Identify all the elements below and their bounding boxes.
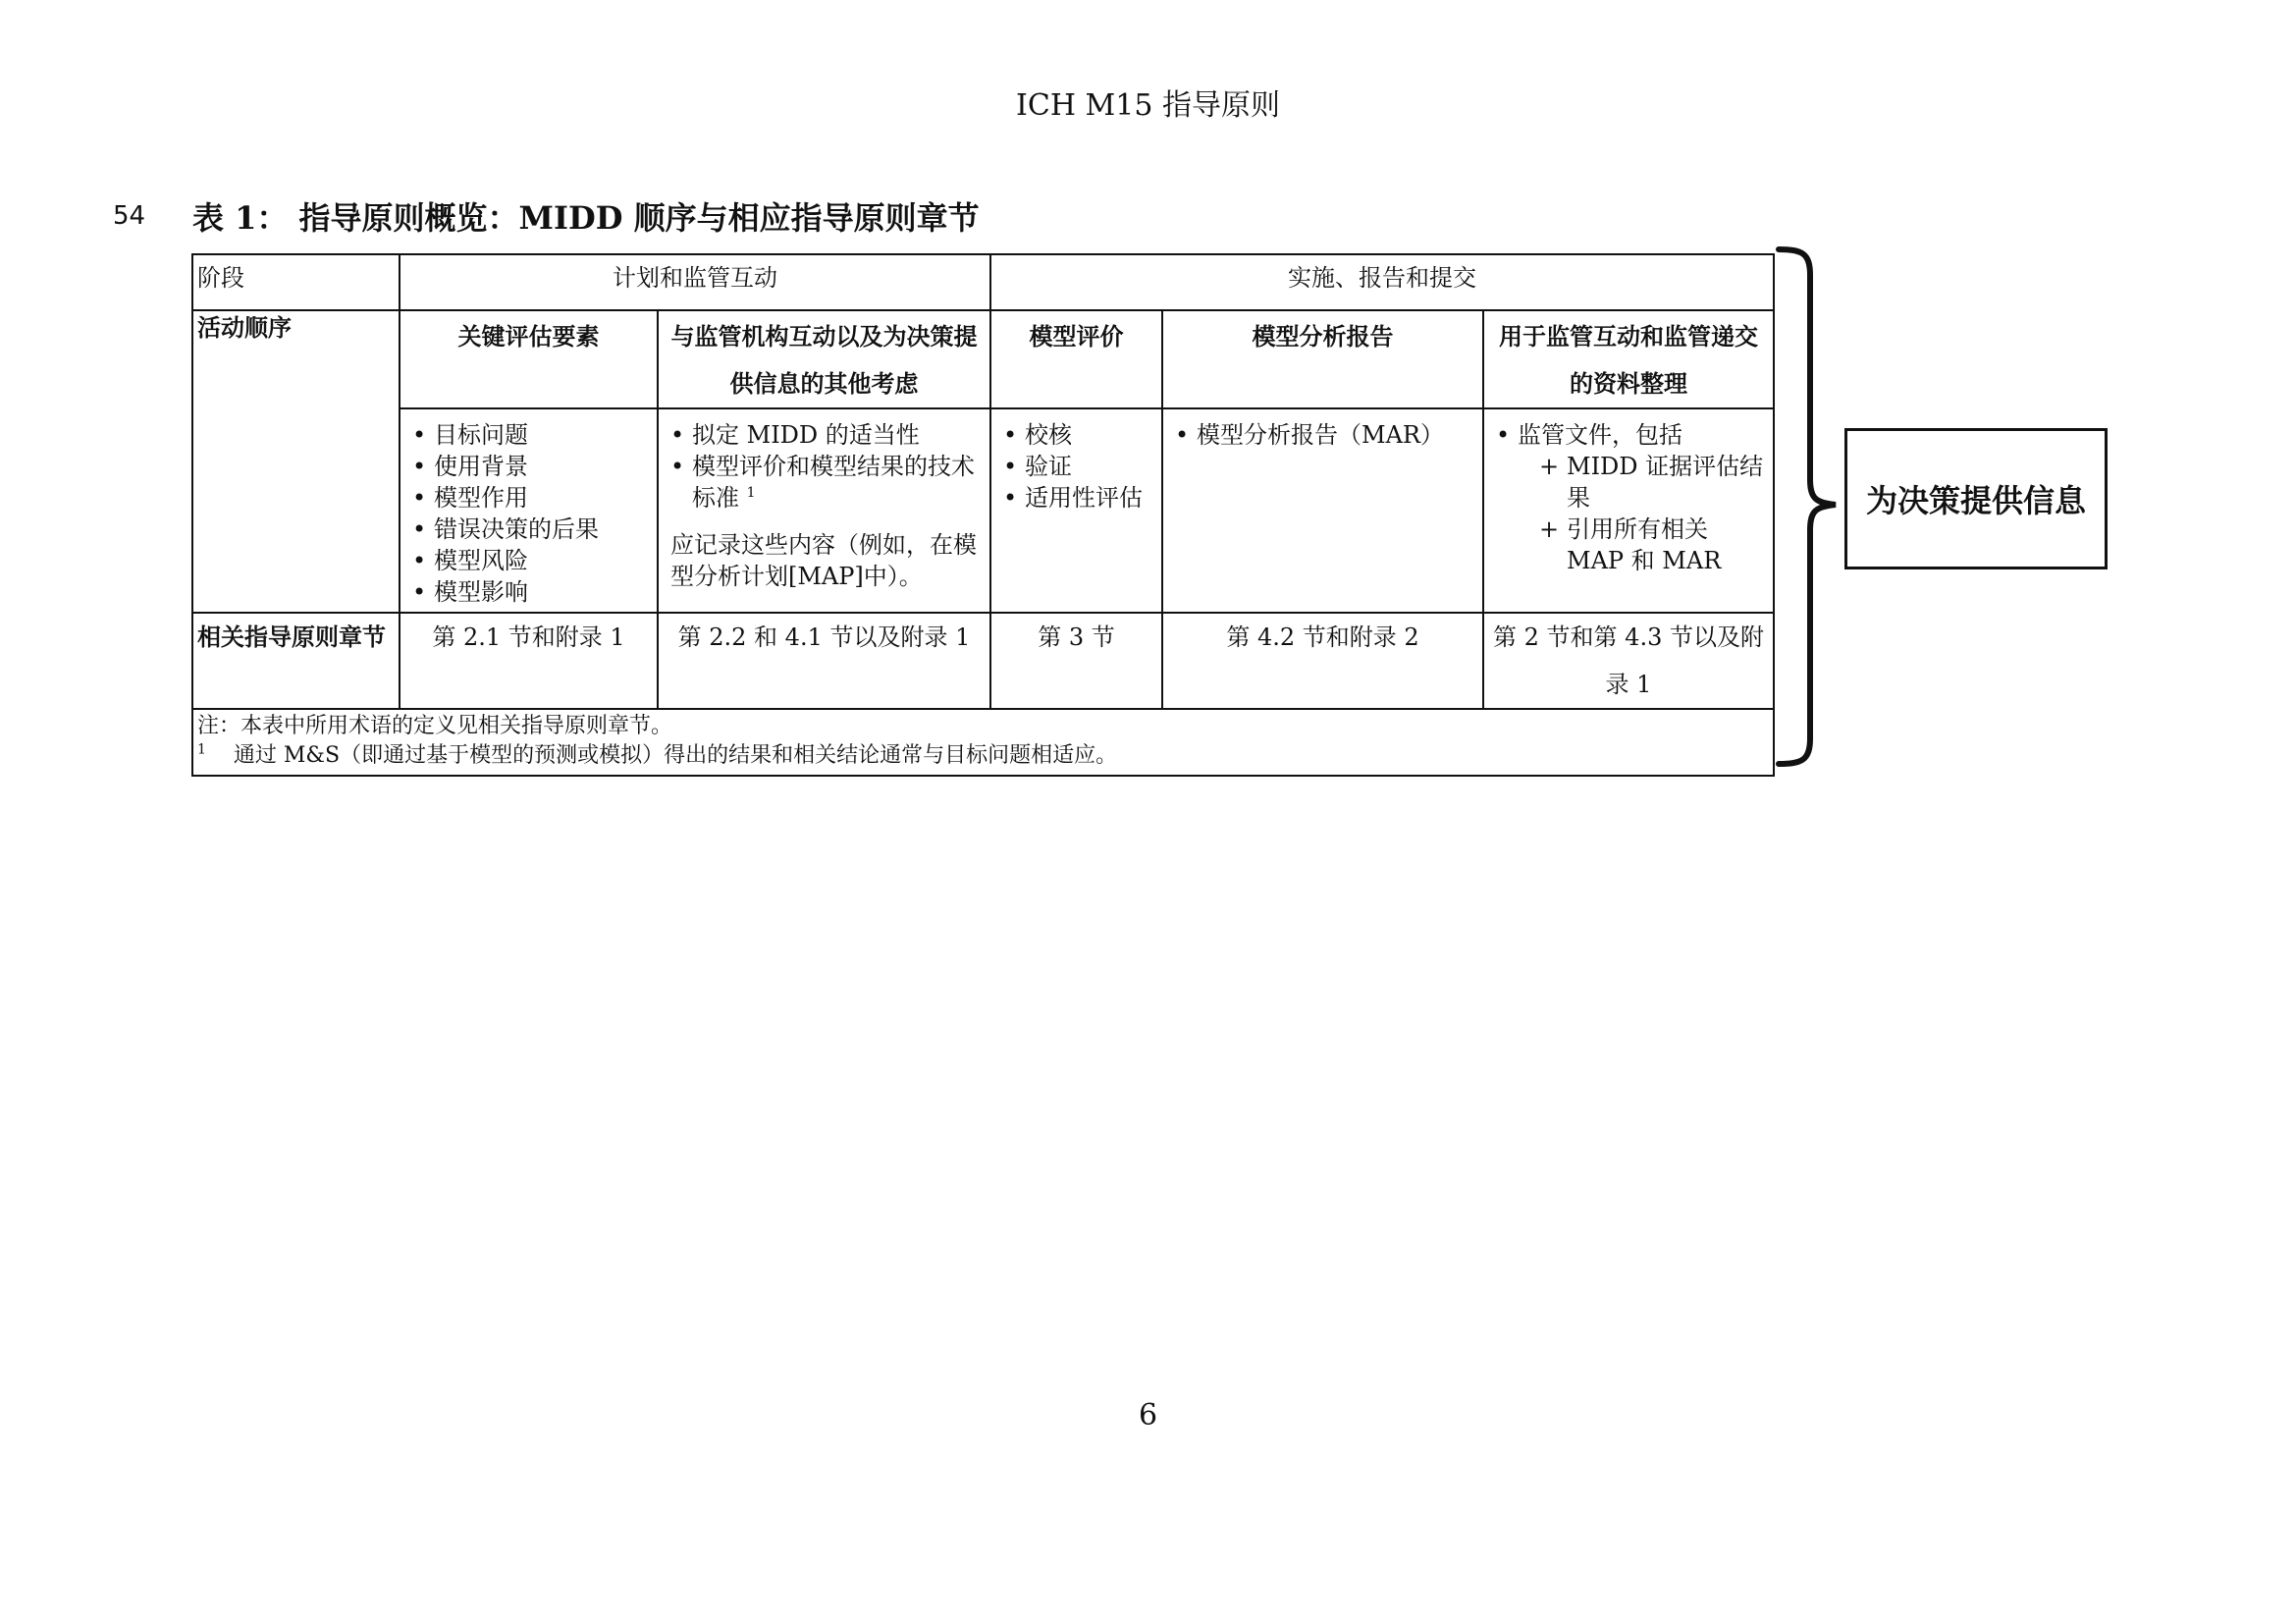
activity-label: 活动顺序 bbox=[192, 310, 400, 613]
right-brace-icon bbox=[1775, 245, 1845, 772]
list-item: • 错误决策的后果 bbox=[412, 514, 653, 545]
list-item bbox=[670, 451, 986, 514]
footnote-mark: 1 bbox=[746, 485, 756, 501]
table-caption: 表 1： 指导原则概览：MIDD 顺序与相应指导原则章节 bbox=[192, 199, 980, 237]
sub-list-item: + 引用所有相关 MAP 和 MAR bbox=[1539, 514, 1769, 576]
list-item: • 拟定 MIDD 的适当性 bbox=[670, 419, 986, 451]
submission-sublist bbox=[1518, 451, 1769, 576]
notes-row bbox=[192, 709, 1774, 776]
items-model-report bbox=[1162, 408, 1483, 613]
footnote-mark: 1 bbox=[197, 741, 206, 758]
activity-row bbox=[192, 310, 1774, 408]
items-row bbox=[192, 408, 1774, 613]
list-item-text: 模型评价和模型结果的技术标准 bbox=[692, 453, 975, 512]
phase-implementation: 实施、报告和提交 bbox=[990, 254, 1774, 310]
sections-interaction: 第 2.2 和 4.1 节以及附录 1 bbox=[658, 613, 990, 709]
overview-table bbox=[191, 253, 1775, 777]
list-item: • 模型影响 bbox=[412, 576, 653, 608]
submission-list bbox=[1488, 419, 1769, 576]
list-item: • 校核 bbox=[1003, 419, 1157, 451]
list-item: • 使用背景 bbox=[412, 451, 653, 482]
list-item: • 模型作用 bbox=[412, 482, 653, 514]
phase-row bbox=[192, 254, 1774, 310]
phase-planning: 计划和监管互动 bbox=[400, 254, 990, 310]
interaction-list bbox=[663, 419, 986, 514]
key-elements-list bbox=[404, 419, 653, 608]
list-item: • 模型分析报告（MAR） bbox=[1175, 419, 1478, 451]
list-item: • 验证 bbox=[1003, 451, 1157, 482]
decision-info-box: 为决策提供信息 bbox=[1844, 428, 2108, 569]
table-footnote bbox=[197, 741, 1769, 771]
report-list bbox=[1167, 419, 1478, 451]
activity-model-report: 模型分析报告 bbox=[1162, 310, 1483, 408]
list-item bbox=[1496, 419, 1769, 576]
sections-submission: 第 2 节和第 4.3 节以及附录 1 bbox=[1483, 613, 1774, 709]
running-header: ICH M15 指导原则 bbox=[1016, 88, 1280, 123]
phase-label: 阶段 bbox=[192, 254, 400, 310]
line-number: 54 bbox=[113, 201, 146, 231]
evaluation-list bbox=[995, 419, 1157, 514]
activity-interaction: 与监管机构互动以及为决策提供信息的其他考虑 bbox=[658, 310, 990, 408]
list-item: • 模型风险 bbox=[412, 545, 653, 576]
activity-key-elements: 关键评估要素 bbox=[400, 310, 658, 408]
list-item-text: 监管文件，包括 bbox=[1518, 421, 1682, 449]
activity-submission: 用于监管互动和监管递交的资料整理 bbox=[1483, 310, 1774, 408]
footnote-text: 通过 M&S（即通过基于模型的预测或模拟）得出的结果和相关结论通常与目标问题相适应。 bbox=[233, 743, 1118, 768]
sections-model-report: 第 4.2 节和附录 2 bbox=[1162, 613, 1483, 709]
table-note: 注：本表中所用术语的定义见相关指导原则章节。 bbox=[197, 714, 673, 738]
list-item: • 目标问题 bbox=[412, 419, 653, 451]
items-model-evaluation bbox=[990, 408, 1162, 613]
items-interaction bbox=[658, 408, 990, 613]
sections-key-elements: 第 2.1 节和附录 1 bbox=[400, 613, 658, 709]
items-submission bbox=[1483, 408, 1774, 613]
sub-list-item: + MIDD 证据评估结果 bbox=[1539, 451, 1769, 514]
sections-label: 相关指导原则章节 bbox=[192, 613, 400, 709]
activity-model-evaluation: 模型评价 bbox=[990, 310, 1162, 408]
interaction-note: 应记录这些内容（例如，在模型分析计划[MAP]中）。 bbox=[670, 531, 977, 590]
list-item: • 适用性评估 bbox=[1003, 482, 1157, 514]
sections-model-evaluation: 第 3 节 bbox=[990, 613, 1162, 709]
items-key-elements bbox=[400, 408, 658, 613]
table-notes bbox=[192, 709, 1774, 776]
sections-row bbox=[192, 613, 1774, 709]
page-number: 6 bbox=[1138, 1398, 1158, 1433]
